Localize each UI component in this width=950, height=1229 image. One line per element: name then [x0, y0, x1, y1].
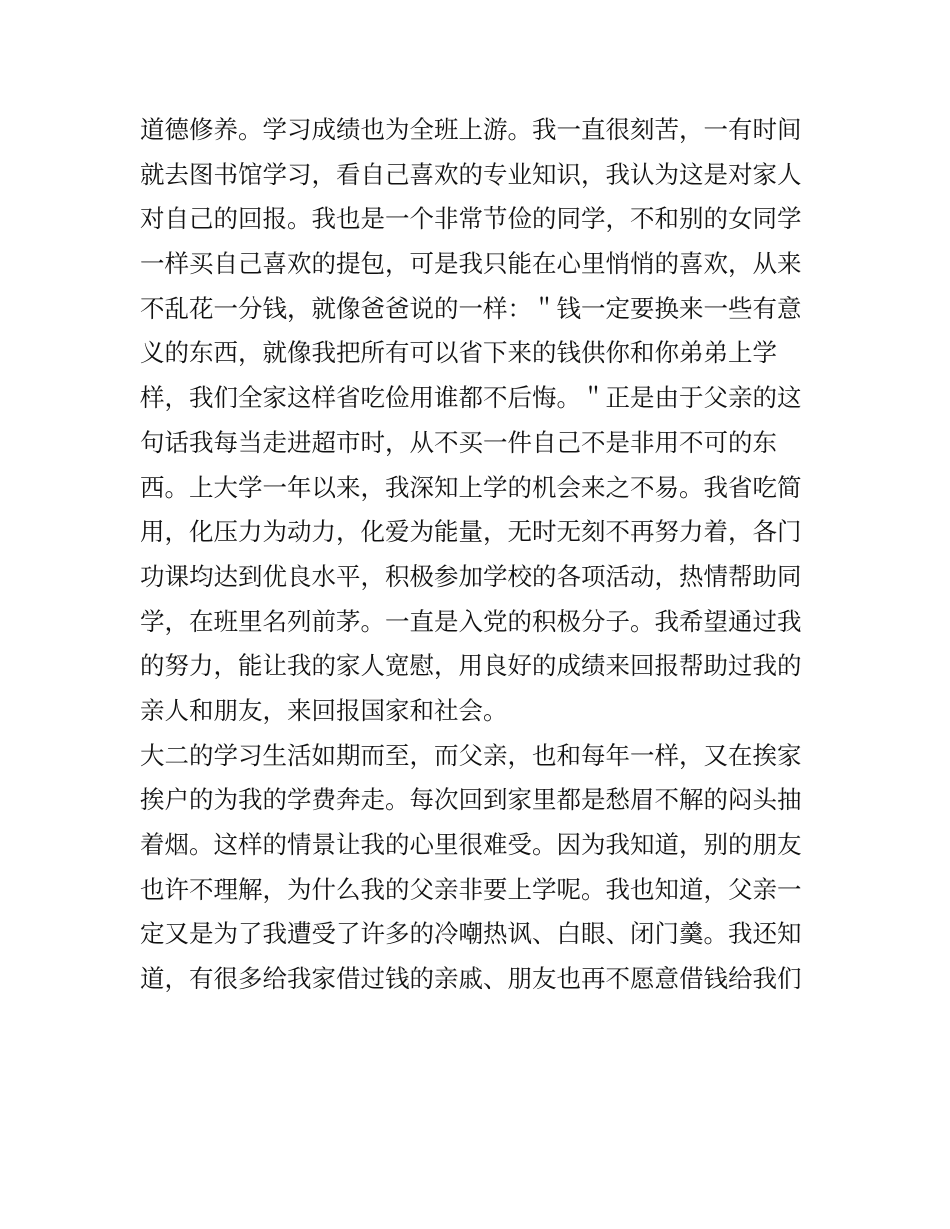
- text-line: 对自己的回报。我也是一个非常节俭的同学，不和别的女同学: [140, 204, 802, 234]
- text-line: 一样买自己喜欢的提包，可是我只能在心里悄悄的喜欢，从来: [140, 249, 802, 279]
- text-line: 功课均达到优良水平，积极参加学校的各项活动，热情帮助同: [140, 561, 802, 591]
- text-line: 义的东西，就像我把所有可以省下来的钱供你和你弟弟上学: [140, 338, 777, 368]
- text-line: 西。上大学一年以来，我深知上学的机会来之不易。我省吃简: [140, 472, 802, 502]
- text-line: 挨户的为我的学费奔走。每次回到家里都是愁眉不解的闷头抽: [140, 785, 802, 815]
- text-line: 的努力，能让我的家人宽慰，用良好的成绩来回报帮助过我的: [140, 651, 802, 681]
- body-text: [140, 108, 840, 1002]
- text-line: 道德修养。学习成绩也为全班上游。我一直很刻苦，一有时间: [140, 115, 802, 144]
- text-line: 样，我们全家这样省吃俭用谁都不后悔。＂正是由于父亲的这: [140, 383, 802, 413]
- text-line: 学，在班里名列前茅。一直是入党的积极分子。我希望通过我: [140, 606, 802, 636]
- text-line: 用，化压力为动力，化爱为能量，无时无刻不再努力着，各门: [140, 517, 802, 547]
- text-line: 不乱花一分钱，就像爸爸说的一样：＂钱一定要换来一些有意: [140, 293, 802, 323]
- text-line: 着烟。这样的情景让我的心里很难受。因为我知道，别的朋友: [140, 830, 802, 859]
- text-line: 句话我每当走进超市时，从不买一件自己不是非用不可的东: [140, 427, 777, 457]
- text-line: 也许不理解，为什么我的父亲非要上学呢。我也知道，父亲一: [140, 874, 802, 904]
- text-line: 就去图书馆学习，看自己喜欢的专业知识，我认为这是对家人: [140, 159, 802, 189]
- text-line: 定又是为了我遭受了许多的冷嘲热讽、白眼、闭门羹。我还知: [140, 919, 802, 949]
- text-line: 大二的学习生活如期而至，而父亲，也和每年一样，又在挨家: [140, 740, 802, 770]
- text-line: 亲人和朋友，来回报国家和社会。: [140, 695, 508, 725]
- text-line: 道，有很多给我家借过钱的亲戚、朋友也再不愿意借钱给我们: [140, 964, 802, 994]
